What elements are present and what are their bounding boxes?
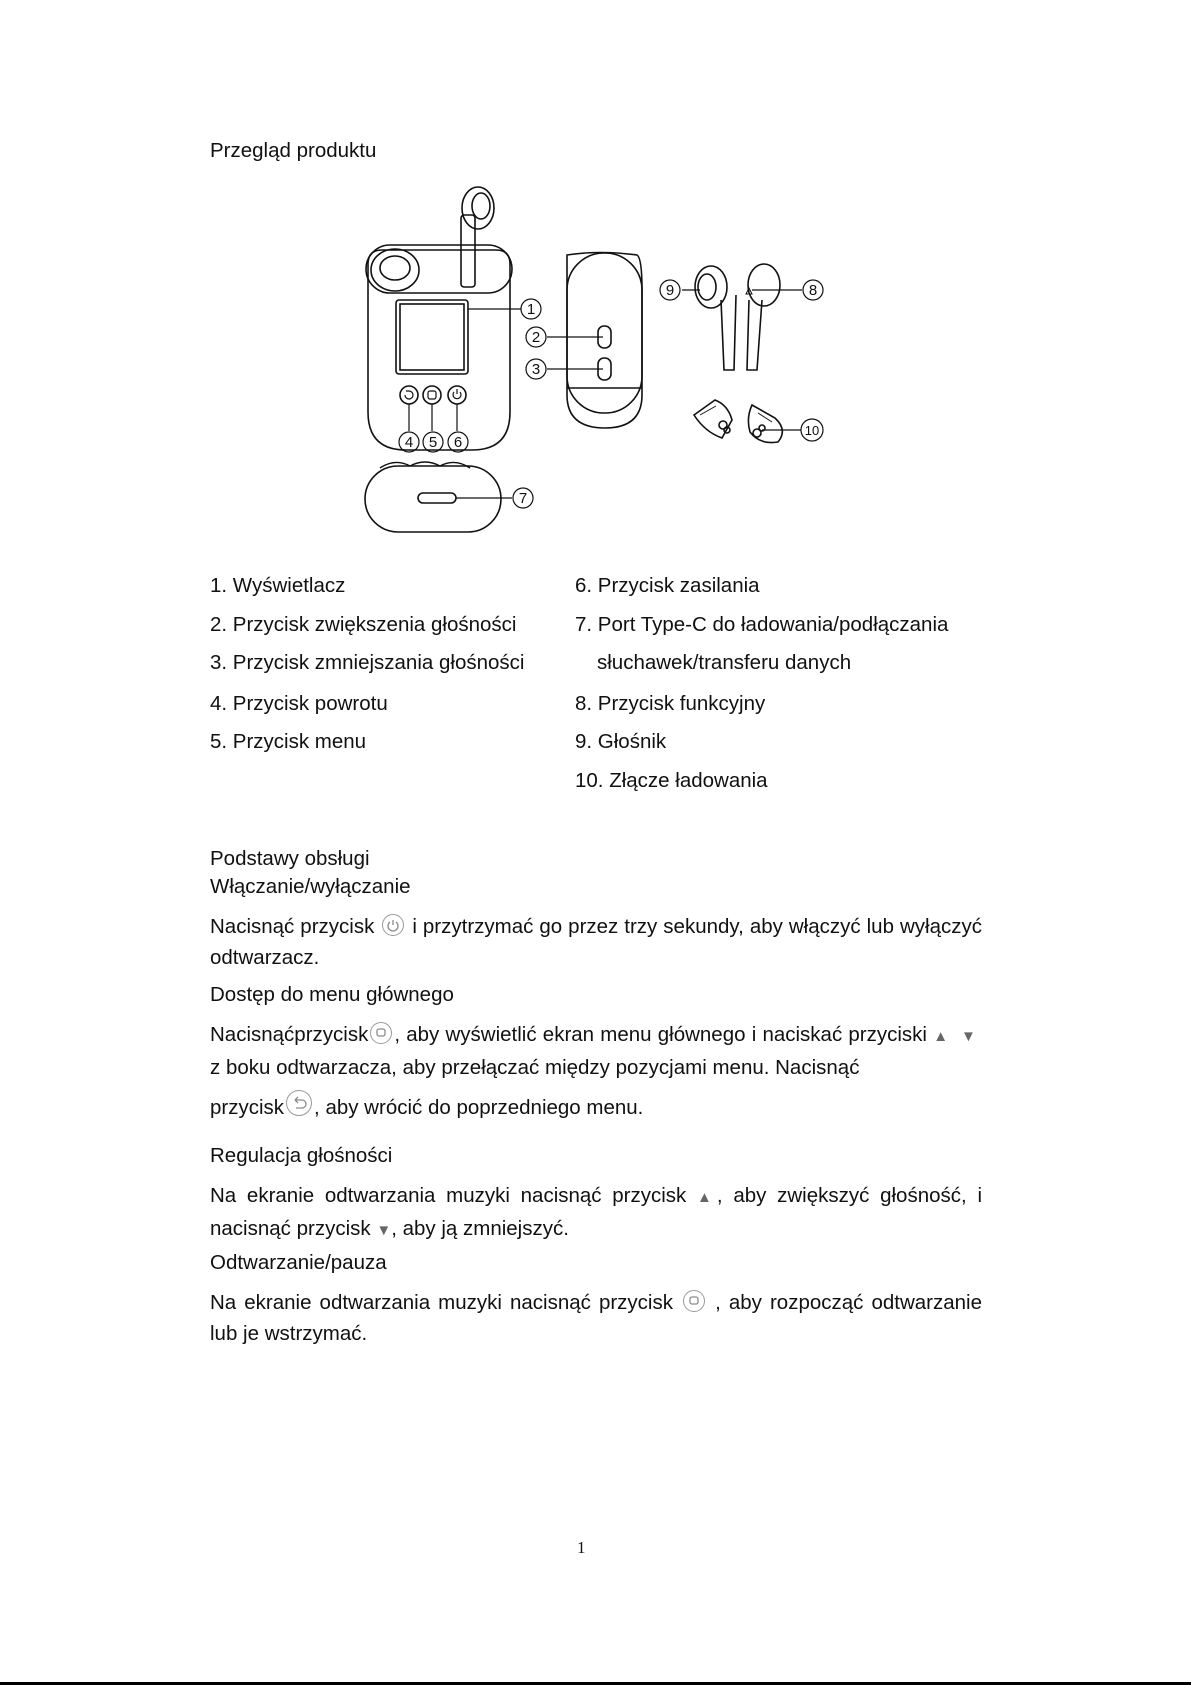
callout-label-3: 3 [531, 361, 541, 378]
part-item-1: 1. Wyświetlacz [210, 574, 346, 597]
callout-label-1: 1 [526, 301, 536, 318]
menu-paragraph-end: przycisk , aby wrócić do poprzedniego menu. [210, 1090, 643, 1121]
back-icon [286, 1090, 312, 1116]
menu-icon [683, 1290, 705, 1312]
overview-heading: Przegląd produktu [210, 139, 377, 162]
volume-title: Regulacja głośności [210, 1144, 393, 1167]
menu-button-illustration [423, 386, 441, 404]
down-triangle-icon: ▼ [960, 1028, 977, 1045]
back-button-illustration [400, 386, 418, 404]
part-item-4: 4. Przycisk powrotu [210, 692, 388, 715]
part-item-6: 6. Przycisk zasilania [575, 574, 760, 597]
callout-label-6: 6 [453, 434, 463, 451]
menu-paragraph: Nacisnąćprzycisk , aby wyświetlić ekran menu głównego i naciskać przyciski ▲ ▼ z boku odtwarzacza, aby przełączać między pozycjami menu. Nacisnąć [210, 1023, 977, 1079]
case-bottom-view [365, 466, 501, 532]
power-paragraph: Nacisnąć przycisk i przytrzymać go przez trzy sekundy, aby włączyć lub wyłączyć odtwarzacz. [210, 915, 982, 969]
part-item-3: 3. Przycisk zmniejszania głośności [210, 651, 525, 674]
basics-heading: Podstawy obsługi [210, 847, 370, 870]
page-number: 1 [577, 1538, 586, 1557]
player-screen [396, 300, 468, 374]
part-item-2: 2. Przycisk zwiększenia głośności [210, 613, 517, 636]
up-triangle-icon: ▲ [933, 1028, 949, 1045]
down-triangle-icon: ▼ [376, 1222, 392, 1239]
callout-label-4: 4 [404, 434, 414, 451]
up-triangle-icon: ▲ [697, 1189, 717, 1206]
player-lid [366, 245, 512, 293]
product-diagram [0, 0, 1191, 560]
part-item-8: 8. Przycisk funkcyjny [575, 692, 766, 715]
power-button-illustration [448, 386, 466, 404]
part-item-5: 5. Przycisk menu [210, 730, 367, 753]
callout-label-5: 5 [428, 434, 438, 451]
volume-paragraph: Na ekranie odtwarzania muzyki nacisnąć przycisk ▲, aby zwiększyć głośność, i nacisnąć przycisk ▼, aby ją zmniejszyć. [210, 1184, 982, 1240]
part-item-9: 9. Głośnik [575, 730, 667, 753]
power-icon [382, 914, 404, 936]
callout-label-9: 9 [665, 282, 675, 299]
callout-label-2: 2 [531, 329, 541, 346]
menu-icon [370, 1022, 392, 1044]
callout-label-8: 8 [808, 282, 818, 299]
part-item-7: 7. Port Type-C do ładowania/podłączania [575, 613, 949, 636]
part-item-7-cont: słuchawek/transferu danych [597, 651, 852, 674]
callout-label-10: 10 [804, 423, 820, 438]
menu-title: Dostęp do menu głównego [210, 983, 454, 1006]
power-title: Włączanie/wyłączanie [210, 875, 411, 898]
part-item-10: 10. Złącze ładowania [575, 769, 768, 792]
play-paragraph: Na ekranie odtwarzania muzyki nacisnąć przycisk , aby rozpocząć odtwarzanie lub je wstrzymać. [210, 1291, 982, 1345]
player-case [368, 250, 510, 450]
play-title: Odtwarzanie/pauza [210, 1251, 387, 1274]
callout-label-7: 7 [518, 490, 528, 507]
